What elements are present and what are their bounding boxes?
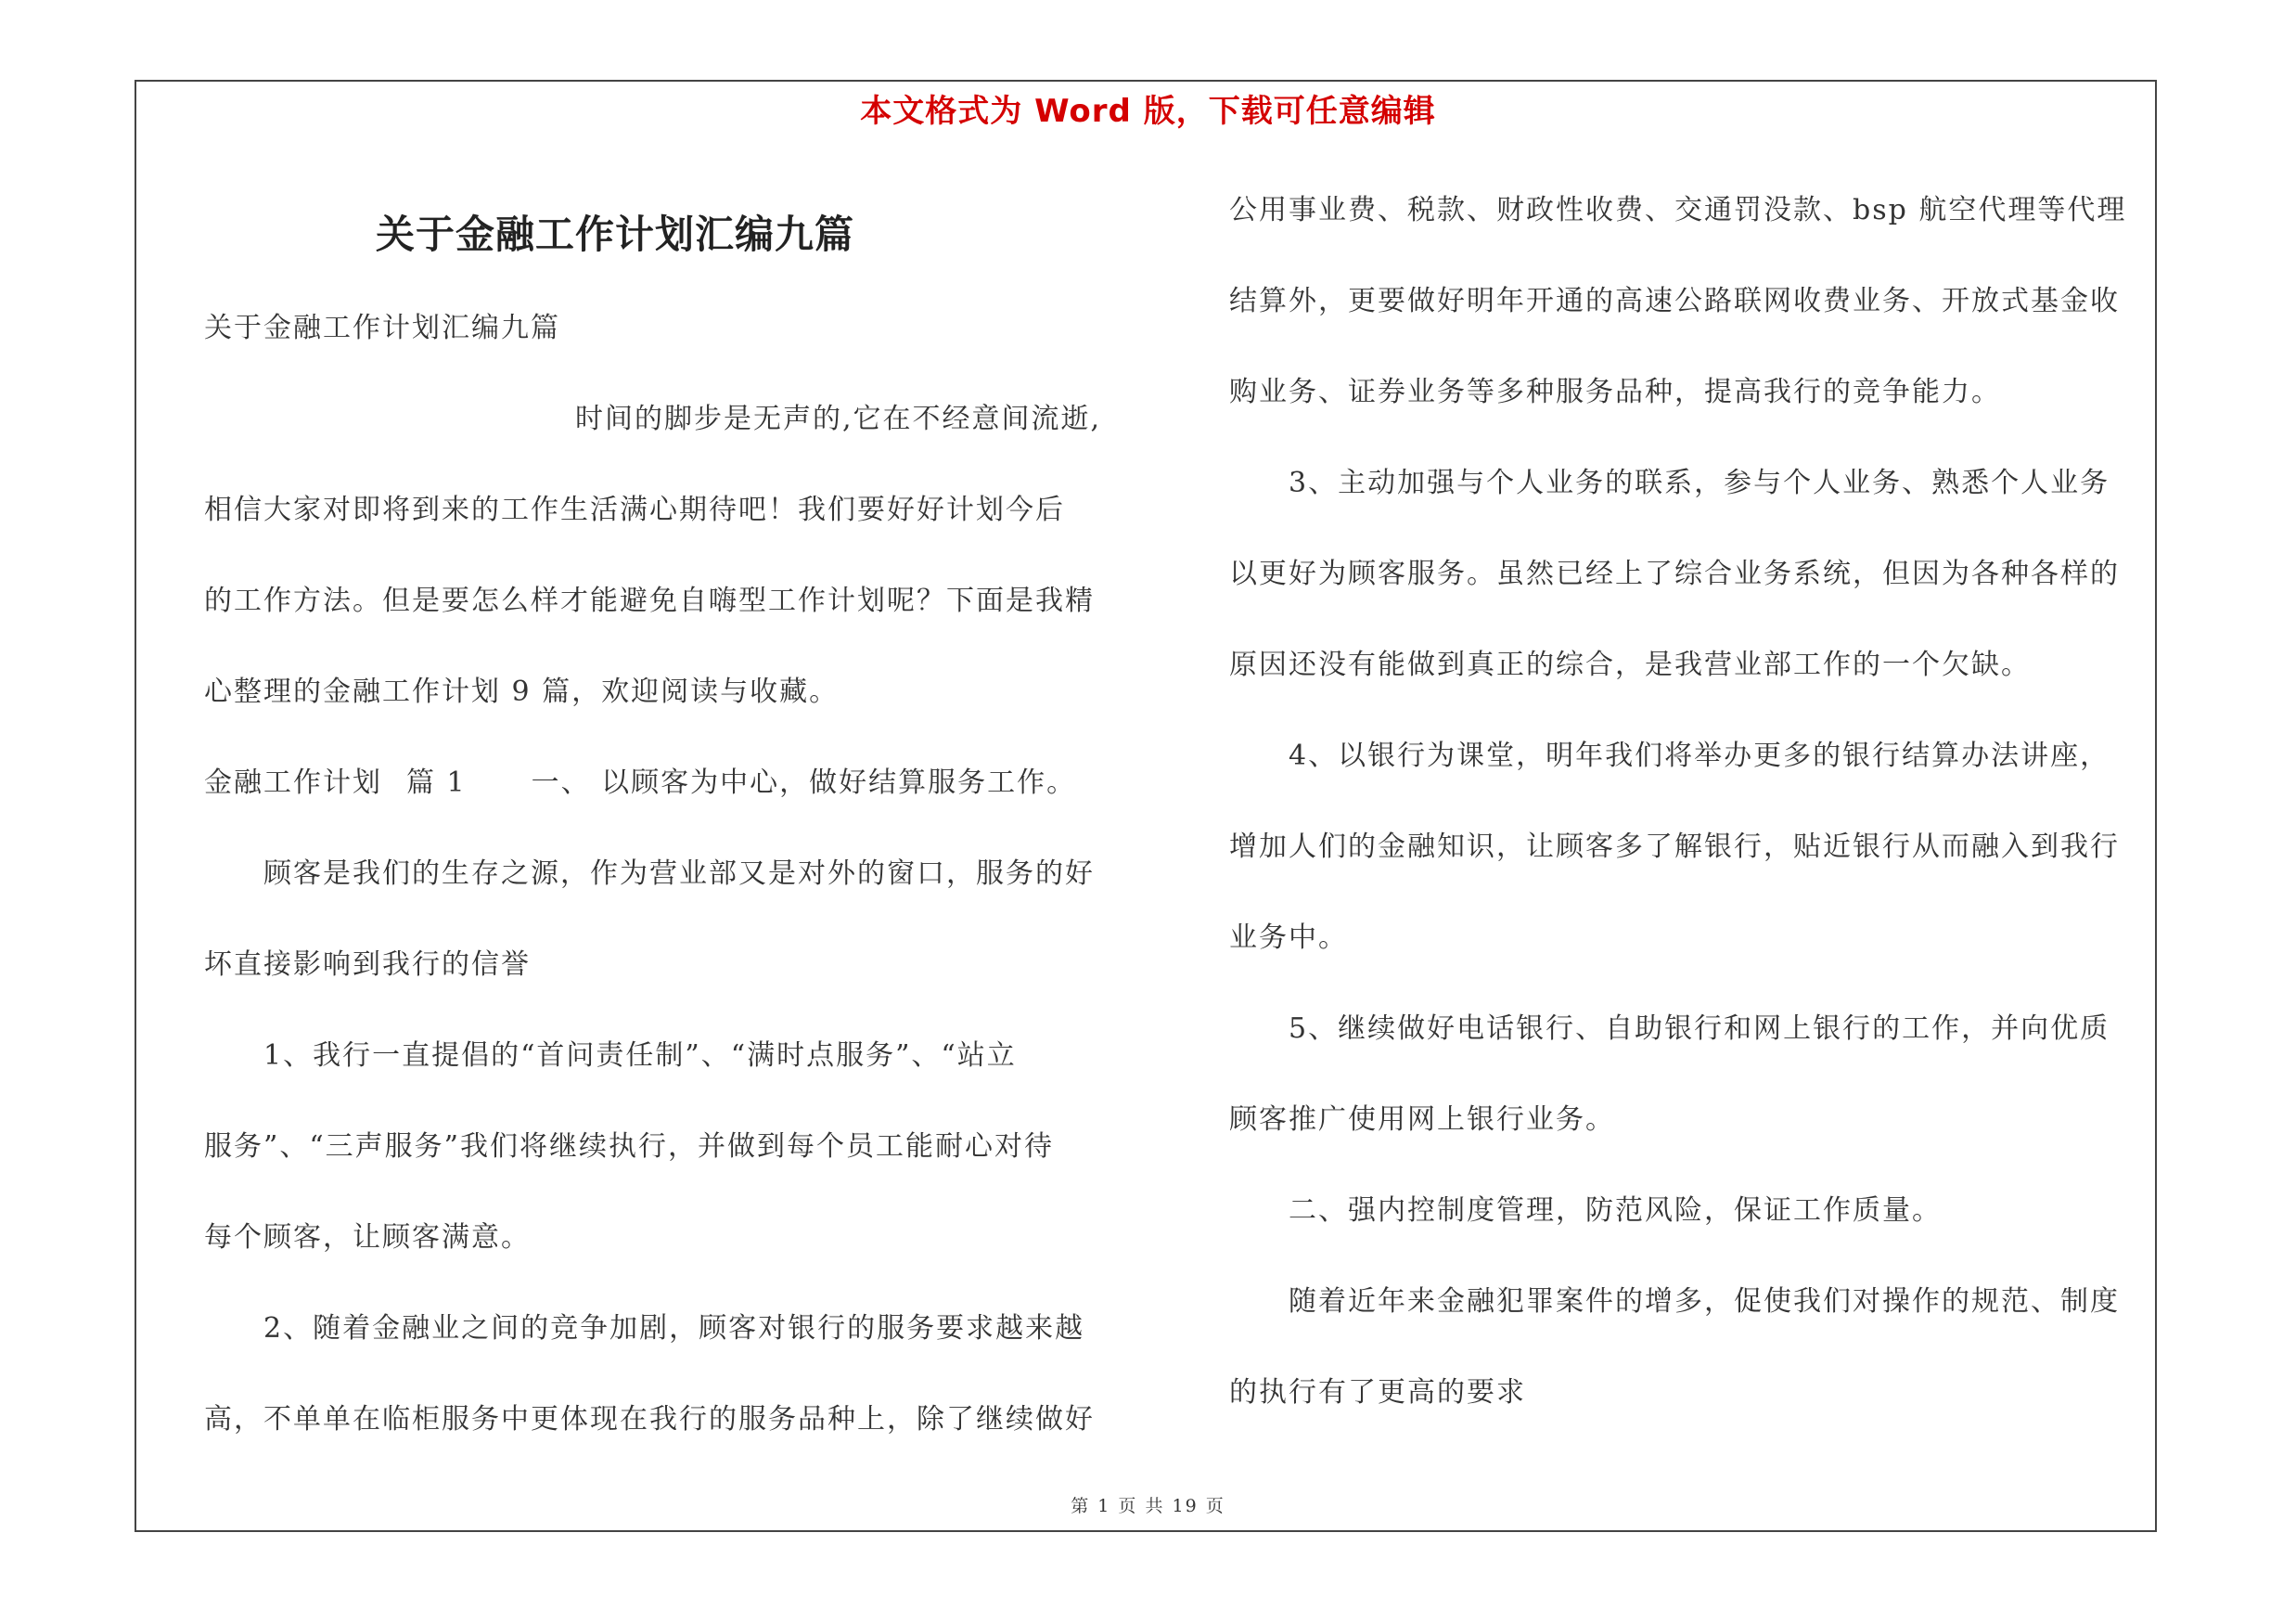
text-line: 的执行有了更高的要求	[1229, 1376, 1526, 1409]
right-column	[1229, 165, 2148, 1438]
text-line: 顾客是我们的生存之源，作为营业部又是对外的窗口，服务的好	[263, 857, 1095, 890]
text-line: 1、我行一直提倡的“首问责任制”、“满时点服务”、“站立	[263, 1039, 1017, 1072]
text-line: 购业务、证券业务等多种服务品种，提高我行的竞争能力。	[1229, 376, 2001, 408]
text-line: 原因还没有能做到真正的综合，是我营业部工作的一个欠缺。	[1229, 649, 2031, 681]
document-title: 关于金融工作计划汇编九篇	[376, 212, 855, 257]
text-line: 随着近年来金融犯罪案件的增多，促使我们对操作的规范、制度	[1289, 1285, 2120, 1318]
text-line: 2、随着金融业之间的竞争加剧，顾客对银行的服务要求越来越	[263, 1312, 1085, 1345]
section-number: 篇 1	[406, 766, 467, 799]
text-line: 顾客推广使用网上银行业务。	[1229, 1103, 1615, 1136]
text-line: 每个顾客，让顾客满意。	[204, 1221, 531, 1254]
text-line: 时间的脚步是无声的,它在不经意间流逝,	[575, 403, 1102, 435]
section-heading-row	[204, 738, 1132, 829]
section-heading: 二、强内控制度管理，防范风险，保证工作质量。	[1289, 1194, 1942, 1227]
text-line: 增加人们的金融知识，让顾客多了解银行，贴近银行从而融入到我行	[1229, 831, 2120, 863]
left-column	[204, 186, 1132, 1465]
text-line: 心整理的金融工作计划 9 篇，欢迎阅读与收藏。	[204, 676, 840, 708]
text-line: 业务中。	[1229, 921, 1348, 954]
text-line: 高，不单单在临柜服务中更体现在我行的服务品种上，除了继续做好	[204, 1403, 1095, 1436]
text-line: 3、主动加强与个人业务的联系，参与个人业务、熟悉个人业务	[1289, 467, 2110, 499]
section-label: 金融工作计划	[204, 766, 382, 799]
text-line: 5、继续做好电话银行、自助银行和网上银行的工作，并向优质	[1289, 1012, 2110, 1045]
text-line: 坏直接影响到我行的信誉	[204, 948, 531, 981]
section-heading: 一、 以顾客为中心，做好结算服务工作。	[531, 766, 1077, 799]
text-line: 公用事业费、税款、财政性收费、交通罚没款、bsp 航空代理等代理	[1229, 194, 2127, 226]
format-banner: 本文格式为 Word 版，下载可任意编辑	[860, 93, 1436, 130]
text-line: 以更好为顾客服务。虽然已经上了综合业务系统，但因为各种各样的	[1229, 558, 2120, 590]
text-line: 服务”、“三声服务”我们将继续执行，并做到每个员工能耐心对待	[204, 1130, 1055, 1163]
text-line: 4、以银行为课堂，明年我们将举办更多的银行结算办法讲座，	[1289, 740, 2110, 772]
text-line: 相信大家对即将到来的工作生活满心期待吧！我们要好好计划今后	[204, 494, 1065, 526]
text-line: 结算外，更要做好明年开通的高速公路联网收费业务、开放式基金收	[1229, 285, 2120, 317]
page-footer: 第 1 页 共 19 页	[1071, 1496, 1225, 1516]
text-line: 的工作方法。但是要怎么样才能避免自嗨型工作计划呢？下面是我精	[204, 585, 1095, 617]
document-subtitle: 关于金融工作计划汇编九篇	[204, 312, 560, 344]
